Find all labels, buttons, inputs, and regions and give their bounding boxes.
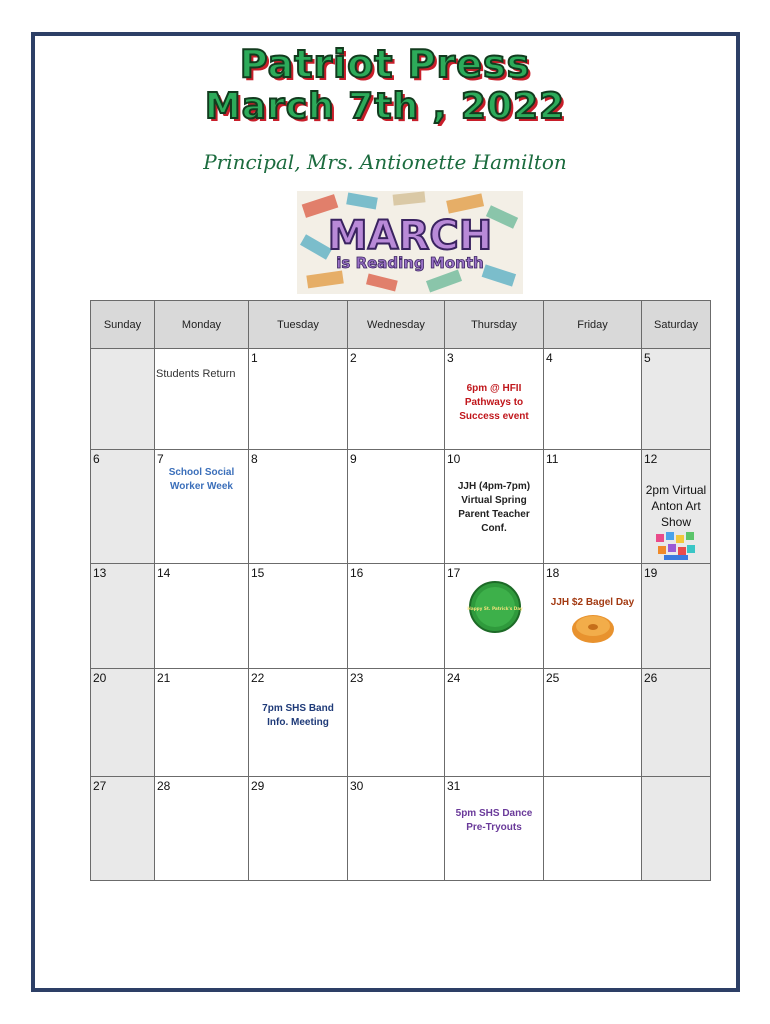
- day-header-thursday: Thursday: [445, 301, 544, 349]
- day-cell: [91, 777, 155, 881]
- day-number: 9: [350, 452, 357, 466]
- event-parent-teacher-conf: JJH (4pm-7pm) Virtual Spring Parent Teacher Conf.: [457, 481, 531, 534]
- day-cell: [348, 349, 445, 450]
- day-cell: [155, 564, 249, 669]
- day-header-monday: Monday: [155, 301, 249, 349]
- day-cell: [348, 450, 445, 564]
- day-cell: [642, 777, 711, 881]
- day-number: 5: [644, 351, 651, 365]
- day-cell: [155, 450, 249, 564]
- day-cell: [544, 669, 642, 777]
- day-number: 7: [157, 452, 164, 466]
- event-bagel-day: JJH $2 Bagel Day: [550, 597, 635, 608]
- day-cell: [544, 777, 642, 881]
- event-students-return: Students Return: [156, 368, 236, 380]
- st-patricks-badge-text: Happy St. Patrick's Day: [467, 606, 523, 611]
- day-number: 31: [447, 779, 461, 793]
- banner-title: MARCH: [327, 213, 493, 259]
- calendar-header-row: [91, 301, 711, 349]
- day-number: 4: [546, 351, 553, 365]
- day-number: 14: [157, 566, 171, 580]
- day-number: 13: [93, 566, 107, 580]
- week-row: [91, 349, 711, 450]
- week-row: [91, 450, 711, 564]
- day-cell: [249, 669, 348, 777]
- day-number: 11: [546, 452, 559, 466]
- day-number: 3: [447, 351, 454, 365]
- day-cell: [249, 349, 348, 450]
- day-number: 17: [447, 566, 461, 580]
- week-row: [91, 777, 711, 881]
- art-show-icon: [654, 530, 698, 562]
- day-cell: [642, 669, 711, 777]
- day-header-saturday: Saturday: [642, 301, 711, 349]
- day-cell: [348, 669, 445, 777]
- day-number: 16: [350, 566, 364, 580]
- reading-month-banner: [297, 191, 523, 294]
- day-header-friday: Friday: [544, 301, 642, 349]
- day-cell: [642, 349, 711, 450]
- shamrock-badge-icon: [467, 580, 523, 634]
- day-cell: [445, 349, 544, 450]
- march-calendar: [90, 300, 711, 881]
- day-number: 29: [251, 779, 265, 793]
- day-cell: [249, 450, 348, 564]
- day-header-wednesday: Wednesday: [348, 301, 445, 349]
- day-cell: [544, 349, 642, 450]
- day-cell: [155, 349, 249, 450]
- week-row: [91, 669, 711, 777]
- day-cell: [249, 777, 348, 881]
- day-number: 20: [93, 671, 107, 685]
- day-number: 27: [93, 779, 107, 793]
- day-cell: [445, 669, 544, 777]
- day-number: 22: [251, 671, 265, 685]
- day-header-sunday: Sunday: [91, 301, 155, 349]
- banner-subtitle: is Reading Month: [336, 254, 484, 272]
- day-number: 23: [350, 671, 364, 685]
- event-social-worker-week: School Social Worker Week: [168, 467, 235, 492]
- day-cell: [445, 450, 544, 564]
- day-cell: [155, 777, 249, 881]
- day-number: 21: [157, 671, 171, 685]
- bagel-icon: [570, 612, 616, 644]
- day-cell: [642, 450, 711, 564]
- day-cell: [348, 564, 445, 669]
- day-number: 8: [251, 452, 258, 466]
- day-cell: [249, 564, 348, 669]
- day-cell: [91, 450, 155, 564]
- newsletter-title: Patriot Press: [239, 42, 531, 86]
- event-virtual-art-show: 2pm Virtual Anton Art Show: [645, 483, 707, 529]
- day-cell: [91, 564, 155, 669]
- day-cell: [544, 450, 642, 564]
- day-cell: [445, 777, 544, 881]
- day-cell: [155, 669, 249, 777]
- day-cell: [91, 669, 155, 777]
- day-cell: [445, 564, 544, 669]
- day-number: 24: [447, 671, 461, 685]
- principal-name: Principal, Mrs. Antionette Hamilton: [203, 150, 567, 174]
- day-cell: [642, 564, 711, 669]
- day-cell: [348, 777, 445, 881]
- day-number: 6: [93, 452, 100, 466]
- day-number: 30: [350, 779, 364, 793]
- day-number: 12: [644, 452, 658, 466]
- event-dance-pre-tryouts: 5pm SHS Dance Pre-Tryouts: [455, 808, 533, 833]
- day-number: 1: [251, 351, 258, 365]
- week-row: [91, 564, 711, 669]
- day-cell: [544, 564, 642, 669]
- day-number: 25: [546, 671, 560, 685]
- day-number: 19: [644, 566, 658, 580]
- day-header-tuesday: Tuesday: [249, 301, 348, 349]
- event-pathways: 6pm @ HFII Pathways to Success event: [459, 383, 529, 422]
- day-number: 2: [350, 351, 357, 365]
- day-number: 10: [447, 452, 461, 466]
- day-number: 26: [644, 671, 658, 685]
- day-number: 15: [251, 566, 265, 580]
- day-number: 18: [546, 566, 560, 580]
- event-band-info-meeting: 7pm SHS Band Info. Meeting: [262, 703, 334, 728]
- newsletter-date: March 7th , 2022: [204, 86, 566, 127]
- day-number: 28: [157, 779, 171, 793]
- day-cell: [91, 349, 155, 450]
